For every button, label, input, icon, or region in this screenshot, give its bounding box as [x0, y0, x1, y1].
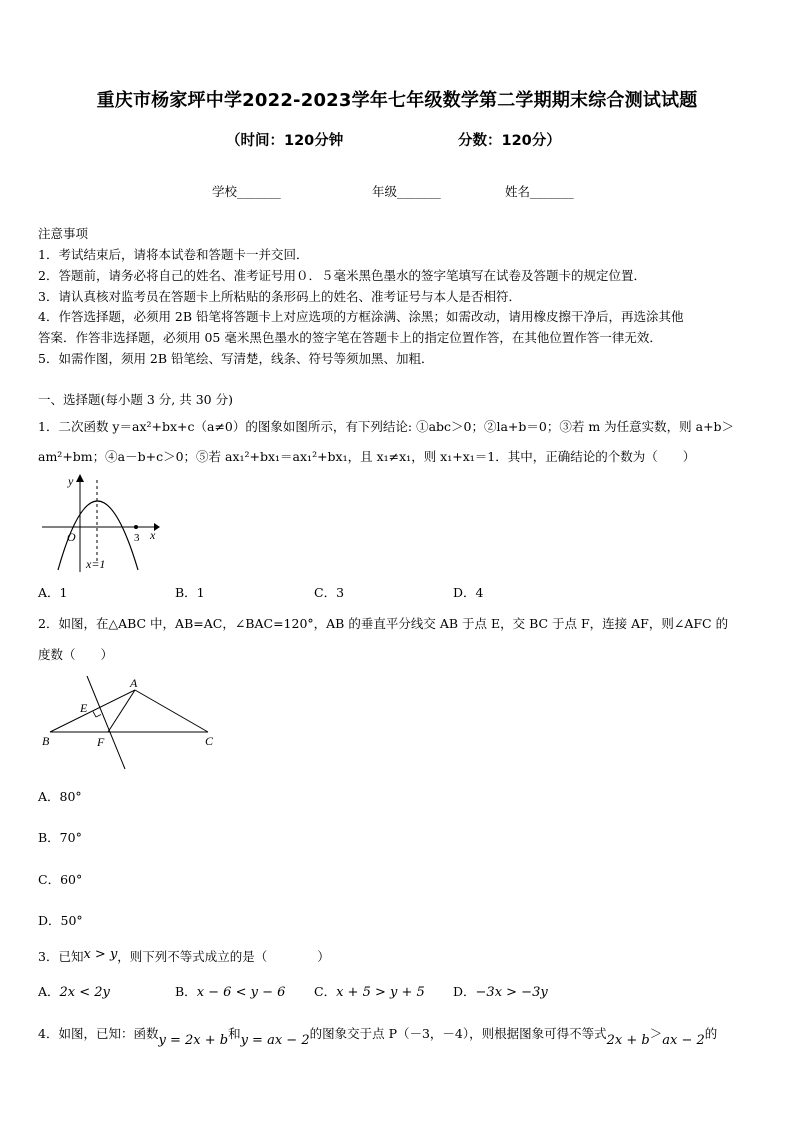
- question-1-line-2: am²+bm；④a－b+c＞0；⑤若 ax₁²+bx₁＝ax₁²+bx₁，且 x₁≠x₁，则 x₁+x₁＝1．其中，正确结论的个数为（ ）: [38, 449, 696, 464]
- q3-option-a-expr: 2x < 2y: [59, 985, 110, 1000]
- triangle-figure: [38, 672, 228, 772]
- root-label: 3: [134, 532, 140, 544]
- question-4-line-1: [38, 1024, 718, 1048]
- q1-option-a: A．1: [38, 585, 68, 600]
- q4-text-2: 的图象交于点 P（－3，－4），则根据图象可得不等式: [309, 1026, 607, 1041]
- y-label: y: [68, 474, 74, 488]
- right-angle-mark: [93, 712, 101, 718]
- q3-option-c-expr: x + 5 > y + 5: [336, 985, 425, 1000]
- point-e-label: E: [80, 701, 88, 715]
- q4-greater-than: ＞: [649, 1026, 663, 1041]
- notice-item: 答案．作答非选择题，必须用 05 毫米黑色墨水的签字笔在答题卡上的指定位置作答，在其他位置作答一律无效．: [38, 330, 662, 345]
- q4-inequality-right: ax − 2: [662, 1033, 705, 1048]
- name-field: 姓名_______: [505, 184, 574, 199]
- q2-option-c: C．60°: [38, 872, 83, 887]
- side-ac: [135, 690, 208, 732]
- exam-time: （时间：120分钟: [226, 133, 344, 149]
- point-a-label: A: [130, 676, 138, 690]
- school-field: 学校_______: [212, 184, 281, 199]
- q3-option-d-expr: −3x > −3y: [475, 985, 548, 1000]
- origin-label: O: [67, 530, 76, 544]
- q1-option-d: D．4: [453, 585, 484, 600]
- q3-option-d: [453, 982, 548, 1000]
- question-1-line-1: 1．二次函数 y＝ax²+bx+c（a≠0）的图象如图所示，有下列结论: ①abc＞0；②la+b＝0；③若 m 为任意实数，则 a+b＞: [38, 419, 735, 434]
- notice-item: 2．答题前，请务必将自己的姓名、准考证号用０．５毫米黑色墨水的签字笔填写在试卷及答题卡的规定位置．: [38, 268, 646, 283]
- q3-option-a: [38, 982, 110, 1000]
- exam-score: 分数：120分）: [458, 133, 561, 149]
- symmetry-label: x=1: [86, 557, 106, 571]
- side-ab: [50, 690, 135, 732]
- q3-stem-text: 3．已知: [38, 949, 84, 964]
- question-2-line-2: 度数（ ）: [38, 647, 114, 662]
- point-f-label: F: [97, 735, 105, 749]
- question-2-line-1: 2．如图，在△ABC 中，AB=AC，∠BAC=120°，AB 的垂直平分线交 AB 于点 E，交 BC 于点 F，连接 AF，则∠AFC 的: [38, 616, 729, 631]
- q3-option-b-expr: x − 6 < y − 6: [196, 985, 286, 1000]
- q1-option-c: C．3: [314, 585, 345, 600]
- q4-function-2: y = ax − 2: [240, 1033, 310, 1048]
- q3-option-d-label: D．: [453, 984, 476, 999]
- notice-heading: 注意事项: [38, 226, 89, 241]
- q2-option-d: D．50°: [38, 913, 83, 928]
- perpendicular-bisector: [87, 676, 125, 769]
- y-axis-arrow: [76, 474, 84, 482]
- x-label: x: [150, 528, 156, 542]
- section-heading: 一、选择题(每小题 3 分, 共 30 分): [38, 392, 233, 407]
- notice-item: 5．如需作图，须用 2B 铅笔绘、写清楚，线条、符号等须加黑、加粗．: [38, 351, 434, 366]
- question-3-stem: [38, 947, 330, 965]
- q4-text-1: 4．如图，已知：函数: [38, 1026, 159, 1041]
- q2-option-a: A．80°: [38, 789, 82, 804]
- root-point: [134, 525, 138, 529]
- notice-item: 3．请认真核对监考员在答题卡上所粘贴的条形码上的姓名、准考证号与本人是否相符．: [38, 289, 521, 304]
- q3-option-b: [175, 982, 285, 1000]
- q3-option-a-label: A．: [38, 984, 60, 999]
- q4-inequality-left: 2x + b: [606, 1033, 650, 1048]
- q4-text-and: 和: [228, 1026, 241, 1041]
- point-c-label: C: [205, 734, 214, 748]
- q3-stem-math: x > y: [83, 947, 118, 962]
- q3-option-b-label: B．: [175, 984, 197, 999]
- q4-text-end: 的: [704, 1026, 718, 1041]
- q3-option-c: [314, 982, 425, 1000]
- point-b-label: B: [42, 734, 50, 748]
- grade-field: 年级_______: [372, 184, 441, 199]
- notice-item: 4．作答选择题，必须用 2B 铅笔将答题卡上对应选项的方框涂满、涂黑；如需改动，请用橡皮擦干净后，再选涂其他: [38, 309, 684, 324]
- q2-option-b: B．70°: [38, 830, 82, 845]
- page-title: 重庆市杨家坪中学2022-2023学年七年级数学第二学期期末综合测试试题: [96, 90, 698, 111]
- q3-option-c-label: C．: [314, 984, 337, 999]
- q3-stem-text-2: ，则下列不等式成立的是（ ）: [117, 949, 330, 964]
- q1-option-b: B．1: [175, 585, 205, 600]
- q4-function-1: y = 2x + b: [158, 1033, 229, 1048]
- notice-item: 1．考试结束后，请将本试卷和答题卡一并交回．: [38, 247, 309, 262]
